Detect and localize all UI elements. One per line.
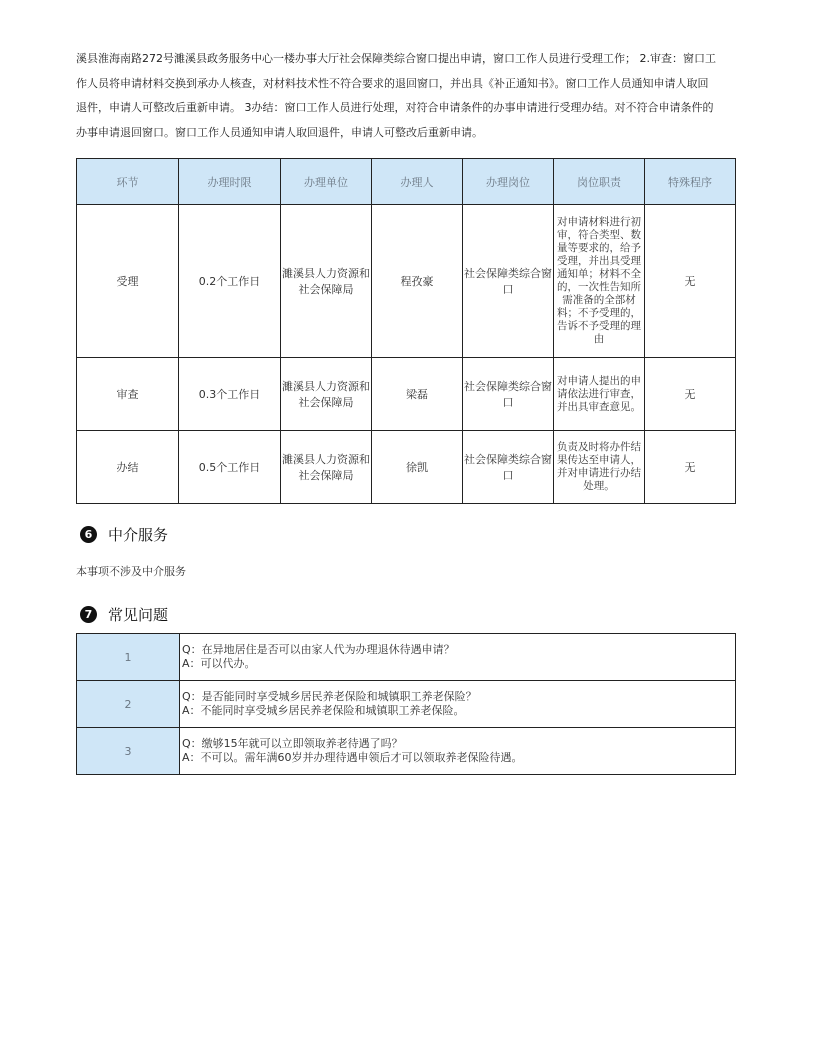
cell-unit: 濉溪县人力资源和社会保障局 xyxy=(281,205,372,358)
faq-question: Q：缴够15年就可以立即领取养老待遇了吗？ xyxy=(182,737,403,750)
intro-line: 溪县淮海南路272号濉溪县政务服务中心一楼办事大厅社会保障类综合窗口提出申请，窗口工作人员进行受理工作； 2.审查：窗口工 xyxy=(76,52,716,65)
cell-special: 无 xyxy=(645,431,736,504)
header-person: 办理人 xyxy=(372,159,463,205)
header-time: 办理时限 xyxy=(179,159,281,205)
cell-time: 0.2个工作日 xyxy=(179,205,281,358)
header-step: 环节 xyxy=(77,159,179,205)
header-duty: 岗位职责 xyxy=(554,159,645,205)
faq-index: 3 xyxy=(77,728,180,775)
cell-post: 社会保障类综合窗口 xyxy=(463,431,554,504)
faq-index: 2 xyxy=(77,681,180,728)
section-intermediary-heading xyxy=(80,524,168,545)
cell-step: 审查 xyxy=(77,358,179,431)
faq-row xyxy=(77,681,736,728)
cell-time: 0.3个工作日 xyxy=(179,358,281,431)
section-title: 中介服务 xyxy=(108,526,169,544)
section-title: 常见问题 xyxy=(108,606,169,624)
intermediary-note: 本事项不涉及中介服务 xyxy=(76,565,186,578)
cell-step: 办结 xyxy=(77,431,179,504)
cell-duty: 对申请人提出的申请依法进行审查，并出具审查意见。 xyxy=(554,358,645,431)
cell-person: 梁磊 xyxy=(372,358,463,431)
section-number-badge: 7 xyxy=(80,606,97,623)
faq-question: Q：是否能同时享受城乡居民养老保险和城镇职工养老保险？ xyxy=(182,690,477,703)
header-special: 特殊程序 xyxy=(645,159,736,205)
cell-post: 社会保障类综合窗口 xyxy=(463,358,554,431)
faq-table xyxy=(76,633,736,775)
faq-content xyxy=(180,681,736,728)
faq-answer: A：不可以。需年满60岁并办理待遇申领后才可以领取养老保险待遇。 xyxy=(182,751,523,764)
table-row xyxy=(77,205,736,358)
cell-step: 受理 xyxy=(77,205,179,358)
table-row xyxy=(77,431,736,504)
cell-duty: 负责及时将办件结果传达至申请人，并对申请进行办结处理。 xyxy=(554,431,645,504)
cell-person: 程孜豪 xyxy=(372,205,463,358)
header-unit: 办理单位 xyxy=(281,159,372,205)
intro-line: 办事申请退回窗口。窗口工作人员通知申请人取回退件，申请人可整改后重新申请。 xyxy=(76,125,483,139)
cell-person: 徐凯 xyxy=(372,431,463,504)
faq-content xyxy=(180,634,736,681)
intro-line: 作人员将申请材料交换到承办人核查，对材料技术性不符合要求的退回窗口，并出具《补正通知书》。窗口工作人员通知申请人取回 xyxy=(76,76,709,90)
faq-question: Q：在异地居住是否可以由家人代为办理退休待遇申请？ xyxy=(182,643,455,656)
faq-row xyxy=(77,634,736,681)
intro-line: 退件，申请人可整改后重新申请。 3办结：窗口工作人员进行处理，对符合申请条件的办事申请进行受理办结。对不符合申请条件的 xyxy=(76,101,714,114)
faq-content xyxy=(180,728,736,775)
cell-unit: 濉溪县人力资源和社会保障局 xyxy=(281,431,372,504)
section-number-badge: 6 xyxy=(80,526,97,543)
faq-index: 1 xyxy=(77,634,180,681)
intro-text xyxy=(76,47,741,145)
cell-special: 无 xyxy=(645,205,736,358)
faq-row xyxy=(77,728,736,775)
cell-time: 0.5个工作日 xyxy=(179,431,281,504)
cell-special: 无 xyxy=(645,358,736,431)
cell-duty: 对申请材料进行初审，符合类型、数量等要求的，给予受理，并出具受理通知单；材料不全的，一次性告知所需准备的全部材料；不予受理的，告诉不予受理的理由 xyxy=(554,205,645,358)
table-row xyxy=(77,358,736,431)
section-faq-heading xyxy=(80,604,168,625)
faq-answer: A：可以代办。 xyxy=(182,657,256,670)
process-table xyxy=(76,158,736,504)
cell-post: 社会保障类综合窗口 xyxy=(463,205,554,358)
table-header-row xyxy=(77,159,736,205)
header-post: 办理岗位 xyxy=(463,159,554,205)
cell-unit: 濉溪县人力资源和社会保障局 xyxy=(281,358,372,431)
faq-answer: A：不能同时享受城乡居民养老保险和城镇职工养老保险。 xyxy=(182,704,465,717)
